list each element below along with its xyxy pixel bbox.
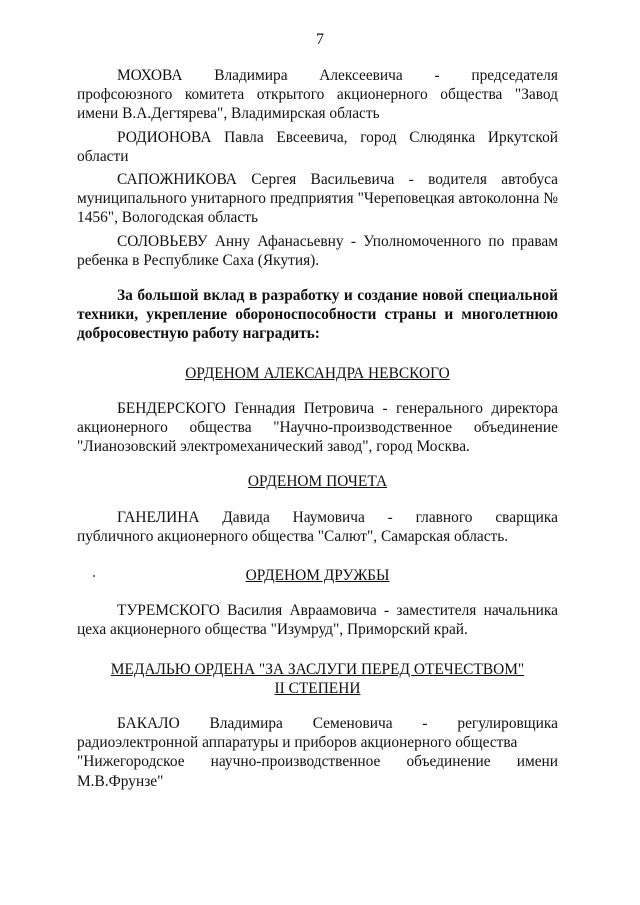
- entry-word: объединение: [406, 753, 491, 771]
- award-entry-turemsky: ТУРЕМСКОГО Василия Авраамовича - заместителя начальника цеха акционерного общества "Изумруд", Приморский край.: [77, 602, 558, 639]
- entry-line: [77, 714, 558, 733]
- entry-word: Владимира: [209, 715, 283, 733]
- page-number: 7: [316, 31, 324, 48]
- award-intro: За большой вклад в разработку и создание новой специальной техники, укрепление обороноспособности страны и многолетнюю добросовестную работу наградить:: [77, 287, 558, 343]
- award-entry-bendersky: БЕНДЕРСКОГО Геннадия Петровича - генерального директора акционерного общества "Научно-производственное объединение "Лианозовский электромеханический завод", город Москва.: [77, 399, 558, 456]
- award-heading-merit-medal: МЕДАЛЬЮ ОРДЕНА "ЗА ЗАСЛУГИ ПЕРЕД ОТЕЧЕСТВОМ": [110, 660, 525, 678]
- award-entry-ganelin: [77, 508, 558, 546]
- entry-text: профсоюзного комитета открытого акционерного общества "Завод имени В.А.Дегтярева", Владимирская область: [77, 86, 558, 123]
- award-entry-rodionova: РОДИОНОВА Павла Евсеевича, город Слюдянка Иркутской области: [77, 128, 558, 165]
- entry-word: Семеновича: [312, 715, 393, 733]
- entry-line: [77, 752, 558, 771]
- entry-word: сварщика: [495, 508, 558, 526]
- entry-line: [77, 733, 558, 752]
- entry-word: -: [434, 67, 440, 84]
- entry-word: "Нижегородское: [77, 753, 185, 771]
- entry-line: [77, 66, 558, 85]
- entry-text: радиоэлектронной аппаратуры и приборов акционерного общества: [77, 734, 518, 752]
- award-entry-sapozhnikova: САПОЖНИКОВА Сергея Васильевича - водителя автобуса муниципального унитарного предприятия "Череповецкая автоколонна № 1456", Вологодская область: [77, 171, 558, 227]
- entry-word: имени: [516, 753, 558, 771]
- entry-text: публичного акционерного общества "Салют", Самарская область.: [77, 527, 509, 545]
- entry-text: М.В.Фрунзе": [77, 772, 164, 790]
- award-entry-mokhova: [77, 66, 558, 124]
- award-heading-honor: ОРДЕНОМ ПОЧЕТА: [247, 473, 388, 491]
- award-entry-bakalo: [77, 714, 558, 791]
- award-heading-friendship: ОРДЕНОМ ДРУЖБЫ: [245, 567, 390, 585]
- entry-word: Давида: [222, 508, 270, 526]
- entry-word: ГАНЕЛИНА: [117, 508, 200, 526]
- entry-word: главного: [415, 508, 473, 526]
- entry-line: [77, 508, 558, 527]
- entry-word: Наумовича: [292, 508, 365, 526]
- entry-word: регулировщика: [457, 715, 558, 733]
- award-heading-merit-degree: II СТЕПЕНИ: [274, 679, 361, 697]
- entry-word: -: [422, 715, 428, 733]
- document-body: [77, 66, 558, 791]
- award-entry-solovyeva: СОЛОВЬЕВУ Анну Афанасьевну - Уполномоченного по правам ребенка в Республике Саха (Якутия).: [77, 232, 558, 269]
- entry-word: БАКАЛО: [117, 715, 180, 733]
- award-heading-alexander-nevsky: ОРДЕНОМ АЛЕКСАНДРА НЕВСКОГО: [185, 364, 450, 382]
- entry-word: -: [387, 508, 393, 526]
- entry-word: научно-производственное: [210, 753, 381, 771]
- entry-word: Владимира: [214, 67, 288, 84]
- entry-word: Алексеевича: [319, 67, 403, 84]
- entry-word: МОХОВА: [117, 67, 183, 84]
- entry-word: председателя: [471, 67, 558, 84]
- scan-speck: [93, 575, 95, 577]
